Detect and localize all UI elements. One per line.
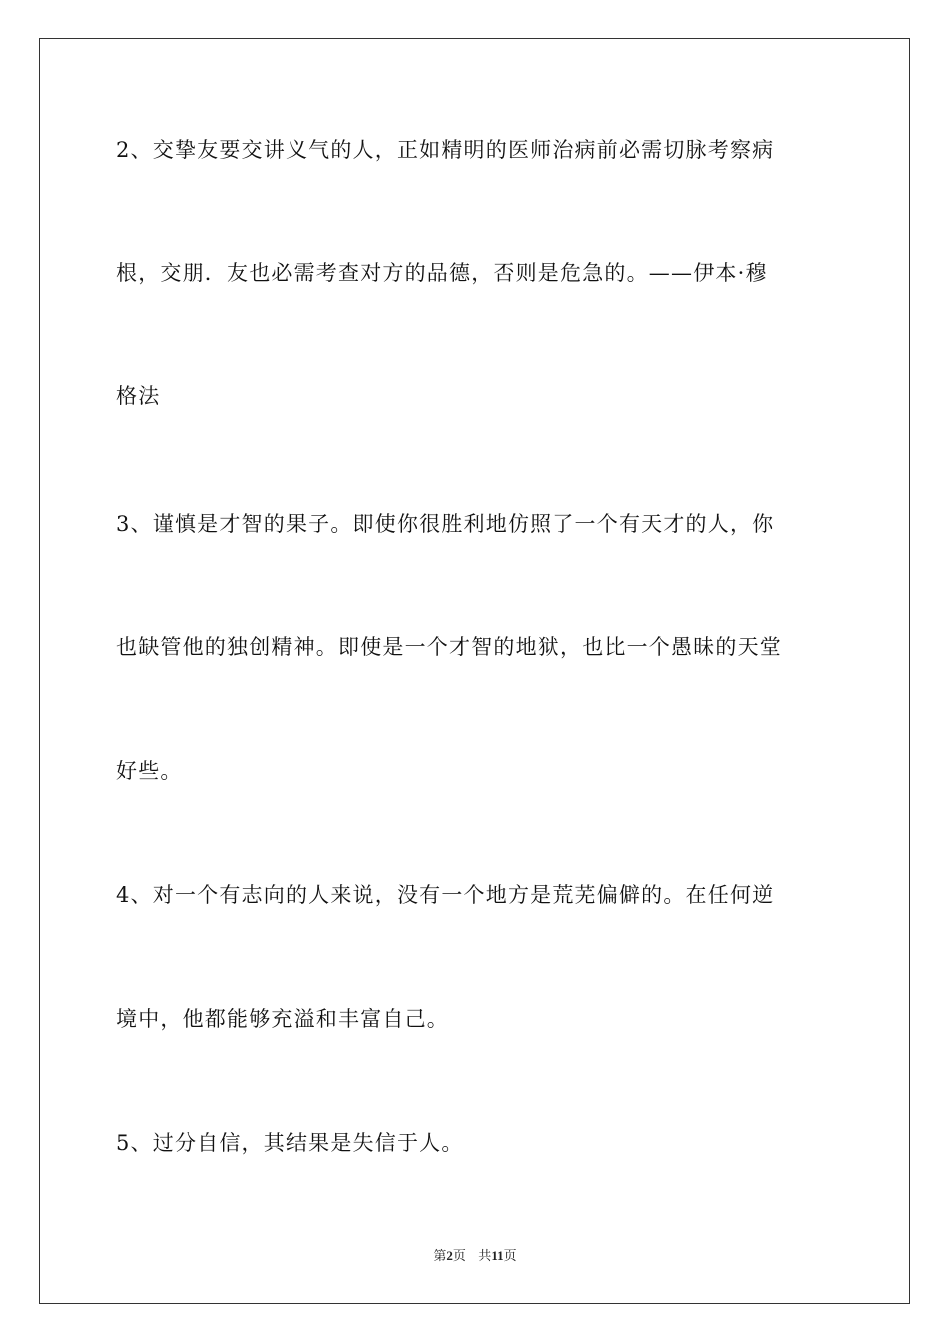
- page-border: [39, 38, 910, 1304]
- page-footer: [0, 1246, 950, 1267]
- total-pages: 11: [491, 1248, 504, 1263]
- quote-line-8: 境中，他都能够充溢和丰富自己。: [116, 1007, 449, 1031]
- quote-line-9: 5、过分自信，其结果是失信于人。: [116, 1131, 464, 1155]
- quote-line-7: 4、对一个有志向的人来说，没有一个地方是荒芜偏僻的。在任何逆: [116, 883, 775, 907]
- page-suffix: 页: [452, 1249, 466, 1264]
- page-number: 2: [446, 1248, 453, 1263]
- quote-line-4: 3、谨慎是才智的果子。即使你很胜利地仿照了一个有天才的人，你: [116, 512, 775, 536]
- quote-line-6: 好些。: [116, 759, 183, 783]
- quote-line-2: 根，交朋．友也必需考查对方的品德，否则是危急的。——伊本·穆: [116, 261, 768, 285]
- total-suffix: 页: [503, 1249, 517, 1264]
- quote-line-1: 2、交挚友要交讲义气的人，正如精明的医师治病前必需切脉考察病: [116, 138, 775, 162]
- page-prefix: 第: [433, 1249, 447, 1264]
- total-prefix: 共: [478, 1249, 492, 1264]
- quote-line-3: 格法: [116, 384, 161, 408]
- quote-line-5: 也缺管他的独创精神。即使是一个才智的地狱，也比一个愚昧的天堂: [116, 635, 782, 659]
